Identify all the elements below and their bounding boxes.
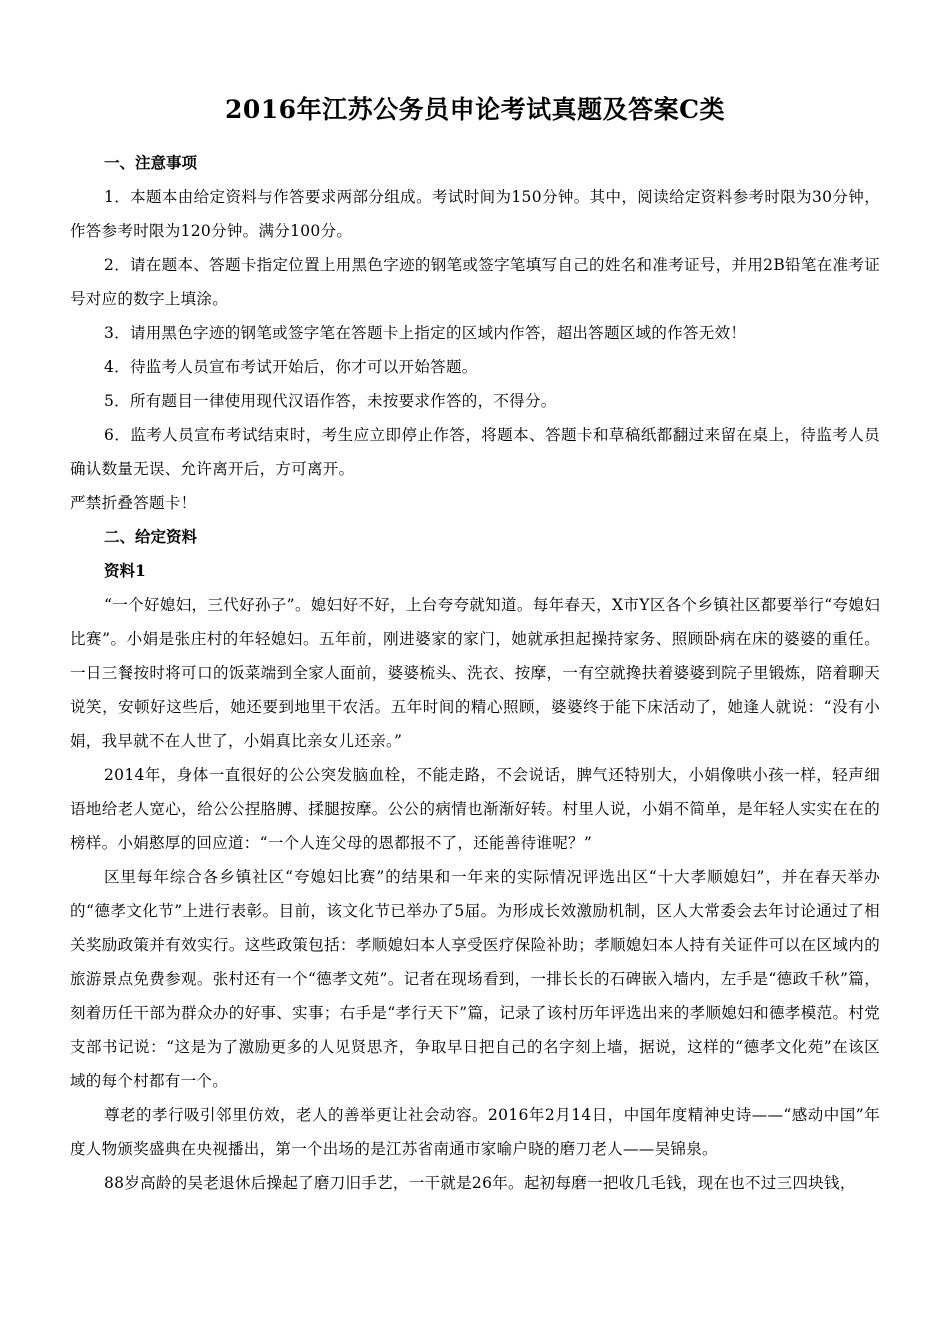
material-label: 资料1	[104, 561, 146, 580]
note-item-5: 5．所有题目一律使用现代汉语作答，未按要求作答的，不得分。	[104, 392, 557, 410]
note-item-2: 2．请在题本、答题卡指定位置上用黑色字迹的钢笔或签字笔填写自己的姓名和准考证号，并用2B铅笔在准考证号对应的数字上填涂。	[70, 256, 880, 308]
note-item-1: 1．本题本由给定资料与作答要求两部分组成。考试时间为150分钟。其中，阅读给定资料参考时限为30分钟，作答参考时限为120分钟。满分100分。	[70, 188, 880, 240]
material-paragraph-1: “一个好媳妇，三代好孙子”。媳妇好不好，上台夸夸就知道。每年春天，X市Y区各个乡镇社区都要举行“夸媳妇比赛”。小娟是张庄村的年轻媳妇。五年前，刚进婆家的家门，她就承担起操持家务、照顾卧病在床的婆婆的重任。一日三餐按时将可口的饭菜端到全家人面前，婆婆梳头、洗衣、按摩，一有空就搀扶着婆婆到院子里锻炼，陪着聊天说笑，安顿好这些后，她还要到地里干农活。五年时间的精心照顾，婆婆终于能下床活动了，她逢人就说：“没有小娟，我早就不在人世了，小娟真比亲女儿还亲。”	[70, 596, 880, 750]
material-paragraph-2: 2014年，身体一直很好的公公突发脑血栓，不能走路，不会说话，脾气还特别大，小娟像哄小孩一样，轻声细语地给老人宽心，给公公捏胳膊、揉腿按摩。公公的病情也渐渐好转。村里人说，小娟不简单，是年轻人实实在在的榜样。小娟憨厚的回应道：“一个人连父母的恩都报不了，还能善待谁呢？”	[70, 766, 880, 852]
note-item-6: 6．监考人员宣布考试结束时，考生应立即停止作答，将题本、答题卡和草稿纸都翻过来留在桌上，待监考人员确认数量无误、允许离开后，方可离开。	[70, 426, 880, 478]
material-paragraph-5: 88岁高龄的吴老退休后操起了磨刀旧手艺，一干就是26年。起初每磨一把收几毛钱，现在也不过三四块钱，	[104, 1174, 856, 1192]
section-heading-materials: 二、给定资料	[104, 527, 198, 546]
material-paragraph-3: 区里每年综合各乡镇社区“夸媳妇比赛”的结果和一年来的实际情况评选出区“十大孝顺媳妇”，并在春天举办的“德孝文化节”上进行表彰。目前，该文化节已举办了5届。为形成长效激励机制，区人大常委会去年讨论通过了相关奖励政策并有效实行。这些政策包括：孝顺媳妇本人享受医疗保险补助；孝顺媳妇本人持有关证件可以在区域内的旅游景点免费参观。张村还有一个“德孝文苑”。记者在现场看到，一排长长的石碑嵌入墙内，左手是“德政千秋”篇，刻着历任干部为群众办的好事、实事；右手是“孝行天下”篇，记录了该村历年评选出来的孝顺媳妇和德孝模范。村党支部书记说：“这是为了激励更多的人见贤思齐，争取早日把自己的名字刻上墙，据说，这样的“德孝文化苑”在该区域的每个村都有一个。	[70, 868, 880, 1090]
note-item-3: 3．请用黑色字迹的钢笔或签字笔在答题卡上指定的区域内作答，超出答题区域的作答无效！	[104, 324, 747, 342]
warning-text: 严禁折叠答题卡！	[70, 494, 197, 512]
material-paragraph-4: 尊老的孝行吸引邻里仿效，老人的善举更让社会动容。2016年2月14日，中国年度精神史诗——“感动中国”年度人物颁奖盛典在央视播出，第一个出场的是江苏省南通市家喻户晓的磨刀老人——吴锦泉。	[70, 1106, 880, 1158]
document-title: 2016年江苏公务员申论考试真题及答案C类	[225, 95, 725, 124]
note-item-4: 4．待监考人员宣布考试开始后，你才可以开始答题。	[104, 358, 478, 376]
section-heading-notes: 一、注意事项	[104, 153, 198, 172]
